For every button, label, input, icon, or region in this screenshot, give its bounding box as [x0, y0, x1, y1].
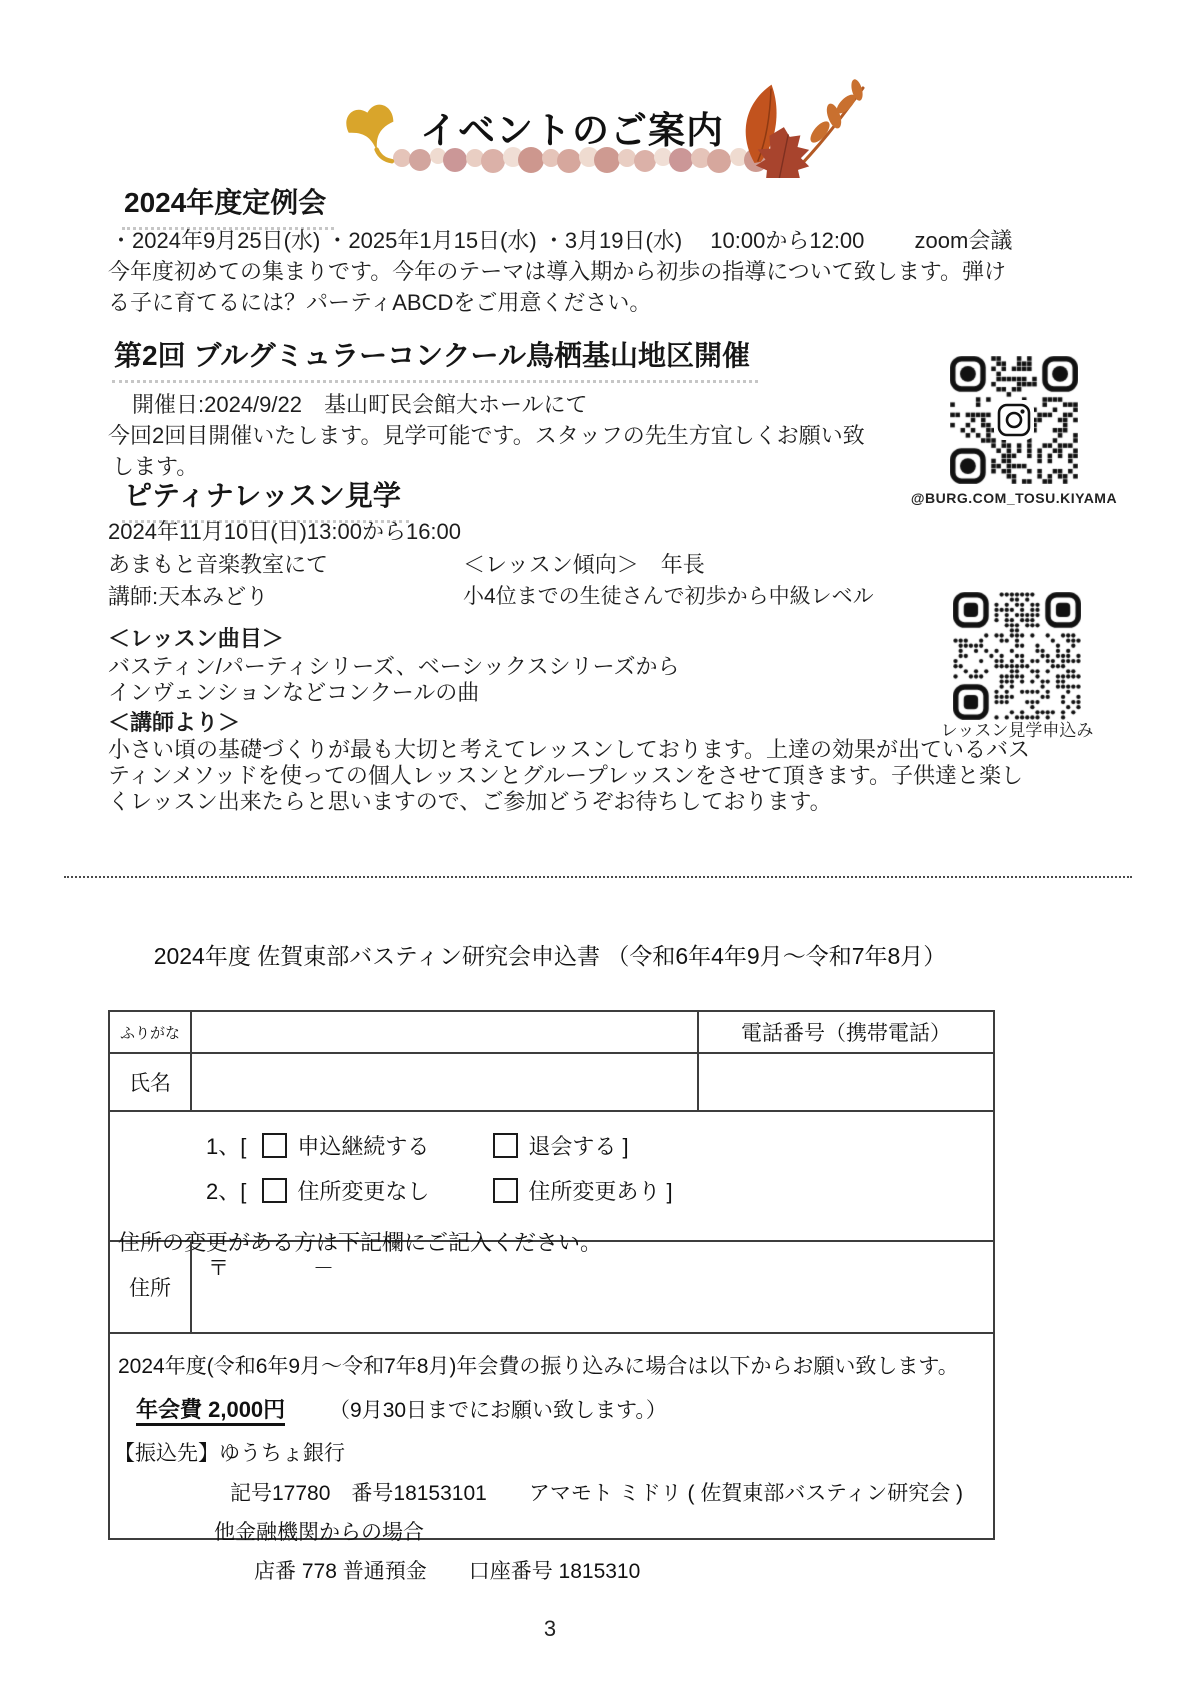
option1-prefix: 1、[ [206, 1134, 247, 1159]
checkbox-address-unchanged[interactable] [262, 1178, 287, 1203]
section-heading-ptna-lesson: ピティナレッスン見学 [122, 474, 409, 523]
teacher-message-line2: ティンメソッドを使っての個人レッスンとグループレッスンをさせて頂きます。子供達と楽し [108, 763, 1023, 788]
option2-changed-label: 住所変更あり ] [528, 1179, 673, 1204]
membership-options-row [110, 1112, 993, 1255]
option1-withdraw-label: 退会する ] [528, 1134, 629, 1159]
section-divider [64, 876, 1132, 878]
phone-input[interactable] [699, 1054, 993, 1110]
ptna-datetime: 2024年11月10日(日)13:00から16:00 [108, 519, 462, 544]
option-line-2 [206, 1175, 993, 1206]
repertoire-heading: ＜レッスン曲目＞ [108, 626, 284, 651]
meeting-desc-line1: 今年度初めての集まりです。今年のテーマは導入期から初歩の指導について致します。弾け [108, 259, 1007, 284]
ptna-trend-detail: 小4位までの生徒さんで初歩から中級レベル [463, 585, 874, 608]
address-input[interactable] [192, 1242, 993, 1332]
burgmuller-desc-line1: 今回2回目開催いたします。見学可能です。スタッフの先生方宜しくお願い致 [108, 423, 865, 448]
autumn-leaves-icon [722, 76, 872, 178]
bank-other-detail: 店番 778 普通預金 口座番号 1815310 [254, 1560, 641, 1583]
instagram-icon [993, 399, 1035, 441]
teacher-message-line1: 小さい頃の基礎づくりが最も大切と考えてレッスンしております。上達の効果が出ているバス [108, 737, 1031, 762]
page-title: イベントのご案内 [420, 110, 724, 151]
qr-caption-instagram: @BURG.COM_TOSU.KIYAMA [910, 490, 1118, 506]
address-row [110, 1242, 993, 1334]
page-number: 3 [543, 1616, 557, 1641]
name-label: 氏名 [110, 1054, 192, 1110]
qr-caption-lesson-signup: レッスン見学申込み [940, 721, 1094, 740]
burgmuller-date-line: 開催日:2024/9/22 基山町民会館大ホールにて [132, 392, 588, 417]
ginkgo-leaf-icon [336, 96, 410, 174]
application-form-table [108, 1010, 995, 1583]
fee-amount: 年会費 2,000円 [136, 1397, 285, 1426]
option2-nochange-label: 住所変更なし [297, 1179, 430, 1204]
section-heading-regular-meeting: 2024年度定例会 [122, 181, 334, 230]
payment-instruction: 2024年度(令和6年9月～令和7年8月)年会費の振り込みに場合は以下からお願い致します。 [118, 1355, 959, 1378]
meeting-dates-line: ・2024年9月25日(水) ・2025年1月15日(水) ・3月19日(水) 10:00から12:00 zoom会議 [110, 228, 1013, 253]
repertoire-line1: バスティン/パーティシリーズ、ベーシックスシリーズから [108, 654, 680, 679]
teacher-message-heading: ＜講師より＞ [108, 710, 241, 735]
furigana-row [110, 1012, 993, 1054]
teacher-message-line3: くレッスン出来たらと思いますので、ご参加どうぞお待ちしております。 [108, 789, 832, 814]
checkbox-withdraw[interactable] [493, 1133, 518, 1158]
phone-label: 電話番号（携帯電話） [741, 1022, 951, 1045]
address-change-note: 住所の変更がある方は下記欄にご記入ください。 [118, 1230, 603, 1255]
repertoire-line2: インヴェンションなどコンクールの曲 [108, 680, 480, 705]
name-input[interactable] [192, 1054, 699, 1110]
ptna-place: あまもと音楽教室にて [108, 552, 329, 577]
meeting-desc-line2: る子に育てるには？パーティABCDをご用意ください。 [108, 290, 652, 315]
fee-line [136, 1393, 993, 1424]
section-heading-burgmuller: 第2回 ブルグミュラーコンクール鳥栖基山地区開催 [112, 334, 758, 383]
checkbox-continue[interactable] [262, 1133, 287, 1158]
furigana-label: ふりがな [110, 1012, 192, 1052]
option1-continue-label: 申込継続する [297, 1134, 430, 1159]
furigana-input[interactable] [192, 1012, 699, 1052]
burgmuller-desc-line2: します。 [112, 454, 199, 479]
application-form-title: 2024年度 佐賀東部バスティン研究会申込書 （令和6年4年9月～令和7年8月） [153, 943, 947, 969]
payment-info-row [110, 1334, 993, 1583]
bank-other-label: 他金融機関からの場合 [214, 1521, 424, 1544]
lesson-signup-qr-code [953, 592, 1081, 720]
address-label: 住所 [110, 1242, 192, 1332]
postal-code-mark: 〒 － [208, 1257, 334, 1280]
name-row [110, 1054, 993, 1112]
fee-deadline: （9月30日までにお願い致します。） [329, 1399, 667, 1422]
option2-prefix: 2、[ [206, 1179, 247, 1204]
bank-name: 【振込先】ゆうちょ銀行 [114, 1442, 345, 1465]
ptna-teacher: 講師:天本みどり [108, 584, 269, 609]
ptna-trend-label: ＜レッスン傾向＞ 年長 [463, 552, 705, 577]
option-line-1 [206, 1130, 993, 1161]
bank-account-detail: 記号17780 番号18153101 アマモト ミドリ ( 佐賀東部バスティン研究会 ) [230, 1482, 964, 1505]
checkbox-address-changed[interactable] [493, 1178, 518, 1203]
instagram-qr-code [950, 356, 1078, 484]
